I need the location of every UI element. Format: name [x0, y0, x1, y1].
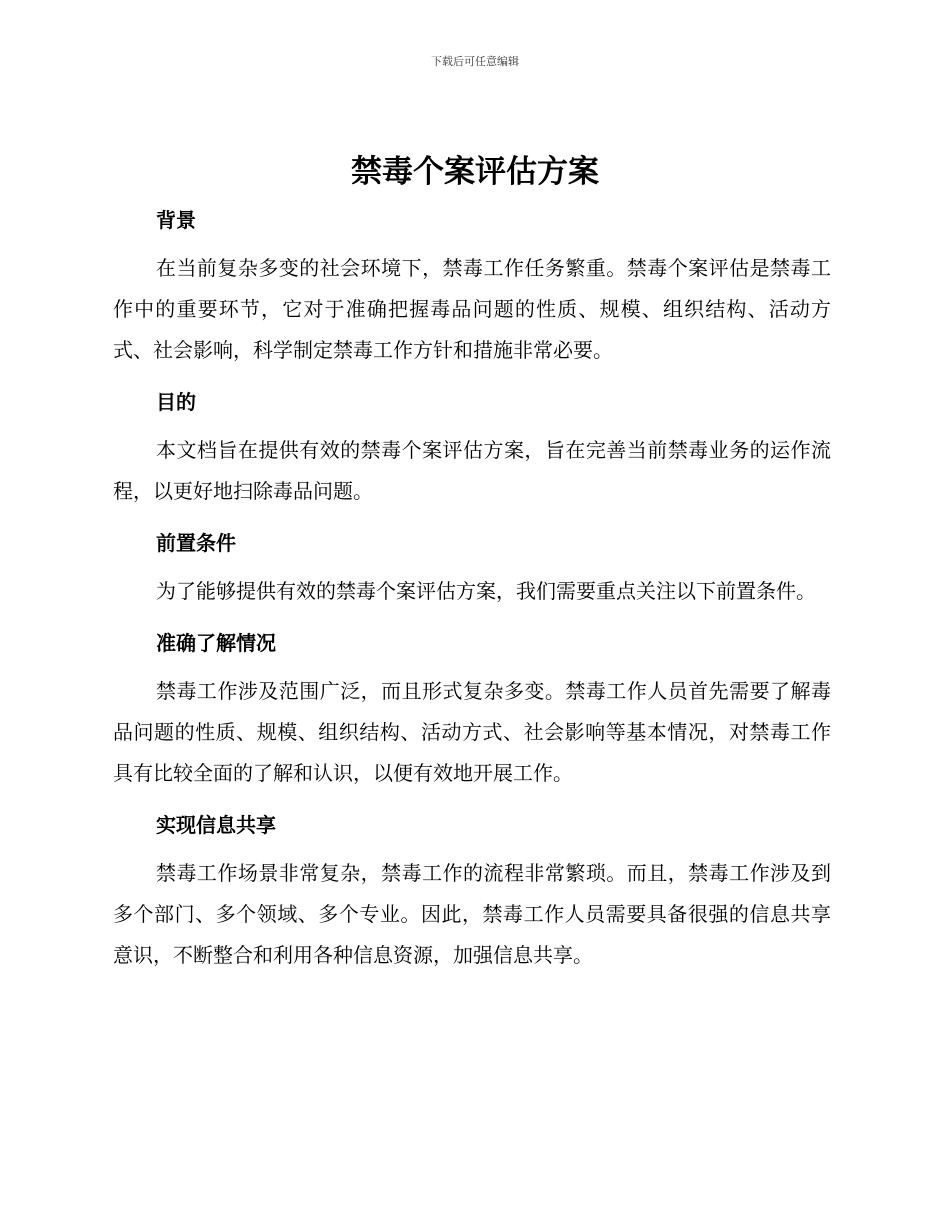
- section-heading-prerequisites: 前置条件: [156, 531, 236, 555]
- section-body-background: 在当前复杂多变的社会环境下，禁毒工作任务繁重。禁毒个案评估是禁毒工作中的重要环节，它对于准确把握毒品问题的性质、规模、组织结构、活动方式、社会影响，科学制定禁毒工作方针和措施非常必要。: [113, 256, 831, 362]
- section-heading-background: 背景: [156, 208, 196, 232]
- section-body-purpose: 本文档旨在提供有效的禁毒个案评估方案，旨在完善当前禁毒业务的运作流程，以更好地扫除毒品问题。: [113, 438, 831, 503]
- section-heading-information-sharing: 实现信息共享: [156, 813, 276, 837]
- section-heading-purpose: 目的: [156, 390, 196, 414]
- header-note: 下载后可任意编辑: [431, 55, 519, 68]
- section-body-understand-situation: 禁毒工作涉及范围广泛，而且形式复杂多变。禁毒工作人员首先需要了解毒品问题的性质、规模、组织结构、活动方式、社会影响等基本情况，对禁毒工作具有比较全面的了解和认识，以便有效地开展工作。: [113, 679, 831, 785]
- section-body-prerequisites: 为了能够提供有效的禁毒个案评估方案，我们需要重点关注以下前置条件。: [156, 579, 816, 603]
- document-content: [113, 200, 831, 987]
- document-title: 禁毒个案评估方案: [351, 154, 599, 190]
- section-heading-understand-situation: 准确了解情况: [156, 631, 276, 655]
- section-body-information-sharing: 禁毒工作场景非常复杂，禁毒工作的流程非常繁琐。而且，禁毒工作涉及到多个部门、多个领域、多个专业。因此，禁毒工作人员需要具备很强的信息共享意识，不断整合和利用各种信息资源，加强信息共享。: [113, 861, 831, 967]
